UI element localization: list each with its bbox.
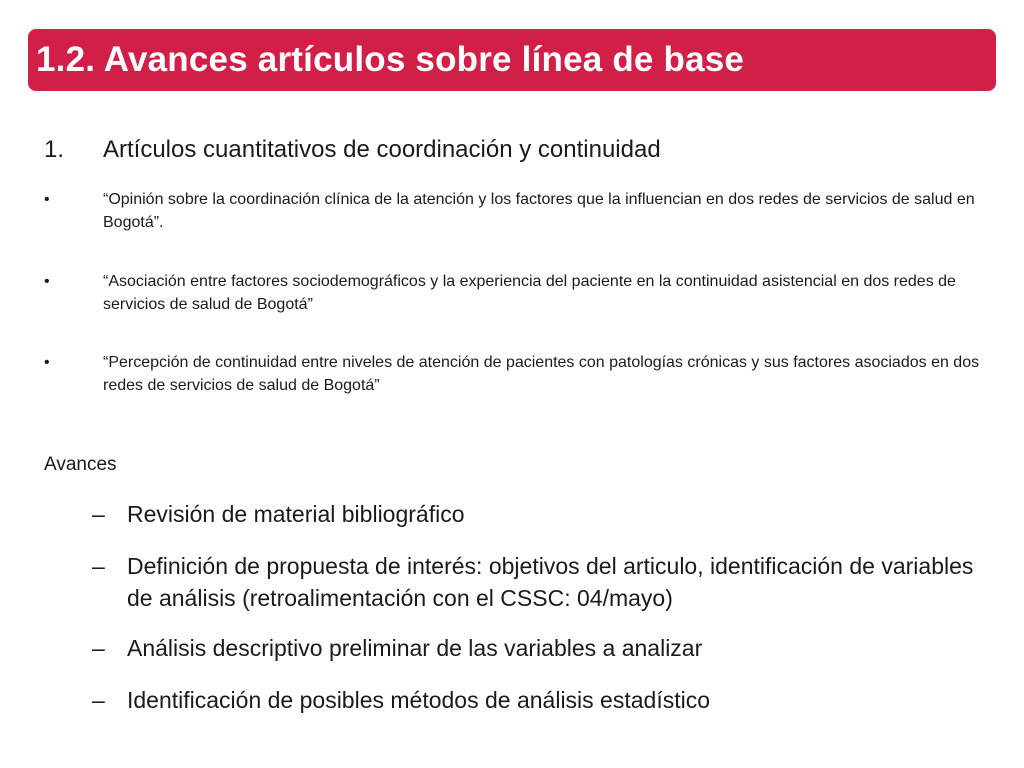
dash-marker: –	[92, 501, 105, 527]
avances-item-text: Identificación de posibles métodos de análisis estadístico	[127, 687, 711, 713]
avances-item-text: Definición de propuesta de interés: objetivos del articulo, identificación de variables de análisis (retroalimentación con el CSSC: 04/mayo)	[127, 553, 974, 611]
bullet-marker: •	[44, 354, 50, 371]
avances-item-text: Análisis descriptivo preliminar de las variables a analizar	[127, 635, 703, 661]
list-number: 1.	[44, 136, 65, 163]
bullet-text: “Percepción de continuidad entre niveles de atención de pacientes con patologías crónicas y sus factores asociados en dos redes de servicios de salud de Bogotá”	[103, 354, 980, 394]
bullet-marker: •	[44, 273, 50, 290]
avances-heading: Avances	[44, 454, 117, 475]
numbered-heading-text: Artículos cuantitativos de coordinación y continuidad	[103, 136, 661, 163]
bullet-marker: •	[44, 191, 50, 208]
avances-item-text: Revisión de material bibliográfico	[127, 501, 465, 527]
dash-marker: –	[92, 687, 105, 713]
bullet-text: “Asociación entre factores sociodemográficos y la experiencia del paciente en la continuidad asistencial en dos redes de servicios de salud de Bogotá”	[103, 273, 956, 313]
bullet-text: “Opinión sobre la coordinación clínica de la atención y los factores que la influencian en dos redes de servicios de salud en Bogotá”.	[103, 191, 975, 231]
dash-marker: –	[92, 635, 105, 661]
slide-title: 1.2. Avances artículos sobre línea de base	[36, 40, 745, 79]
title-banner	[28, 29, 996, 91]
dash-marker: –	[92, 553, 105, 579]
